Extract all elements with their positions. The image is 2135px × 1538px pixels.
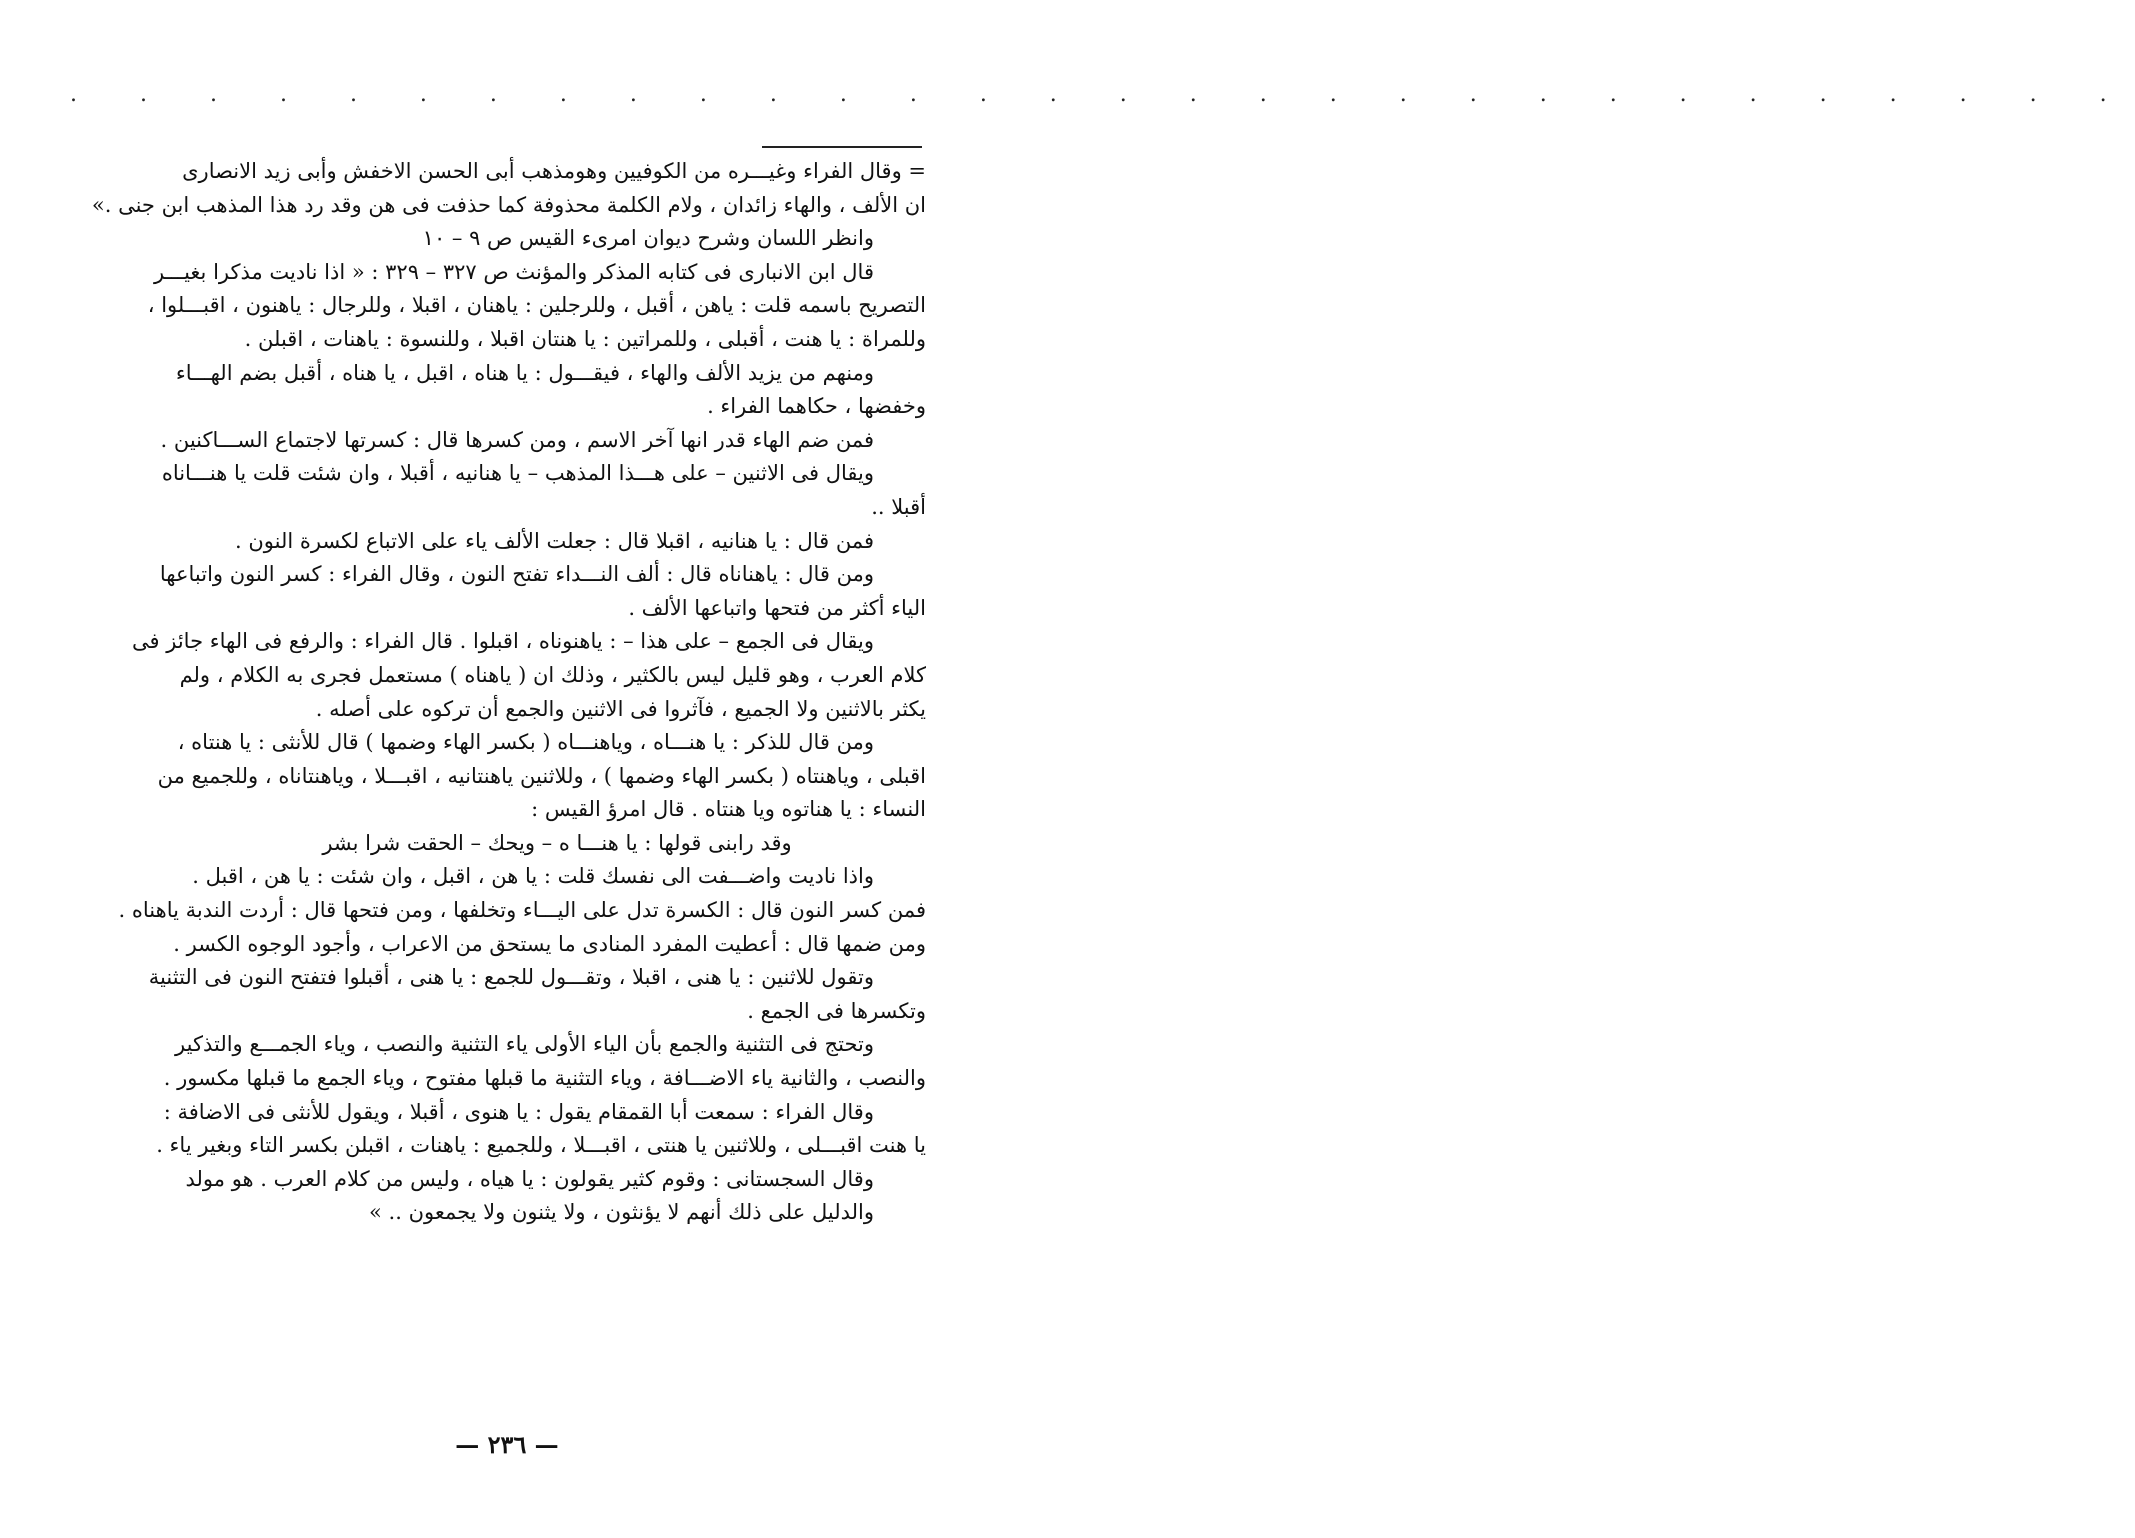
footnote-separator-rule (762, 146, 922, 148)
text-line: ان الألف ، والهاء زائدان ، ولام الكلمة محذوفة كما حذفت فى هن وقد رد هذا المذهب ابن جنى .» (91, 192, 926, 217)
text-line: والنصب ، والثانية ياء الاضـــافة ، وياء التثنية ما قبلها مفتوح ، وياء الجمع ما قبلها مكسور . (163, 1066, 926, 1091)
text-line: ويقال فى الجمع – على هذا – : ياهنوناه ، اقبلوا . قال الفراء : والرفع فى الهاء جائز فى (132, 629, 874, 654)
text-line: وخفضها ، حكاهما الفراء . (707, 394, 926, 419)
text-line: النساء : يا هناتوه ويا هنتاه . قال امرؤ القيس : (531, 797, 926, 822)
text-line: يكثر بالاثنين ولا الجميع ، فآثروا فى الاثنين والجمع أن تركوه على أصله . (315, 696, 926, 721)
poetry-verse: وقد رابنى قولها : يا هنـــا ه – ويحك – الحقت شرا بشر (322, 830, 792, 855)
text-line: فمن قال : يا هنانيه ، اقبلا قال : جعلت الألف ياء على الاتباع لكسرة النون . (234, 528, 874, 553)
text-line: أقبلا .. (871, 494, 926, 519)
text-line: وتكسرها فى الجمع . (747, 998, 926, 1023)
text-line: قال ابن الانبارى فى كتابه المذكر والمؤنث ص ٣٢٧ – ٣٢٩ : « اذا ناديت مذكرا بغيـــر (154, 259, 874, 284)
text-line: اقبلى ، وياهنتاه ( بكسر الهاء وضمها ) ، وللاثنين ياهنتانيه ، اقبـــلا ، وياهنتاناه ، وللجميع من (157, 763, 926, 788)
text-line: كلام العرب ، وهو قليل ليس بالكثير ، وذلك ان ( ياهناه ) مستعمل فجرى به الكلام ، ولم (179, 662, 926, 687)
text-line: ويقال فى الاثنين – على هـــذا المذهب – يا هنانيه ، أقبلا ، وان شئت قلت يا هنـــاناه (161, 461, 874, 486)
text-line: = وقال الفراء وغيـــره من الكوفيين وهومذهب أبى الحسن الاخفش وأبى زيد الانصارى (182, 159, 926, 183)
text-line: وتقول للاثنين : يا هنى ، اقبلا ، وتقـــول للجمع : يا هنى ، أقبلوا فتفتح النون فى التثنية (148, 965, 874, 990)
text-line: ومنهم من يزيد الألف والهاء ، فيقـــول : يا هناه ، اقبل ، يا هناه ، أقبل بضم الهـــاء (175, 360, 874, 385)
top-dotted-line: . . . . . . . . . . . . . . . . . . . . . . . . . . . . . . (70, 82, 2135, 107)
text-line: التصريح باسمه قلت : ياهن ، أقبل ، وللرجلين : ياهنان ، اقبلا ، وللرجال : ياهنون ، اقبـــلوا ، (147, 293, 926, 318)
text-line: وللمراة : يا هنت ، أقبلى ، وللمراتين : يا هنتان اقبلا ، وللنسوة : ياهنات ، اقبلن . (244, 326, 926, 351)
text-line: وقال الفراء : سمعت أبا القمقام يقول : يا هنوى ، أقبلا ، ويقول للأنثى فى الاضافة : (163, 1099, 874, 1124)
text-line: ومن قال : ياهناناه قال : ألف النـــداء تفتح النون ، وقال الفراء : كسر النون واتباعها (159, 562, 874, 587)
text-line: وقال السجستانى : وقوم كثير يقولون : يا هياه ، وليس من كلام العرب . هو مولد (185, 1166, 874, 1191)
text-line: فمن ضم الهاء قدر انها آخر الاسم ، ومن كسرها قال : كسرتها لاجتماع الســـاكنين . (160, 427, 874, 452)
text-line: ومن ضمها قال : أعطيت المفرد المنادى ما يستحق من الاعراب ، وأجود الوجوه الكسر . (173, 931, 926, 956)
text-line: والدليل على ذلك أنهم لا يؤنثون ، ولا يثنون ولا يجمعون .. » (369, 1200, 874, 1225)
text-line: الياء أكثر من فتحها واتباعها الألف . (628, 595, 926, 620)
text-line: ومن قال للذكر : يا هنـــاه ، وياهنـــاه ( بكسر الهاء وضمها ) قال للأنثى : يا هنتاه ، (177, 730, 874, 755)
text-line: وانظر اللسان وشرح ديوان امرىء القيس ص ٩ – ١٠ (422, 226, 874, 251)
text-line: واذا ناديت واضـــفت الى نفسك قلت : يا هن ، اقبل ، وان شئت : يا هن ، اقبل . (192, 864, 874, 889)
text-line: فمن كسر النون قال : الكسرة تدل على اليـــاء وتخلفها ، ومن فتحها قال : أردت الندبة ياهناه . (118, 898, 926, 923)
text-line: يا هنت اقبـــلى ، وللاثنين يا هنتى ، اقبـــلا ، وللجميع : ياهنات ، اقبلن بكسر التاء وبغير ياء . (156, 1133, 926, 1158)
page-number: — ٢٣٦ — (455, 1430, 559, 1459)
footnote-body (38, 155, 926, 1230)
text-line: وتحتج فى التثنية والجمع بأن الياء الأولى ياء التثنية والنصب ، وياء الجمـــع والتذكير (175, 1032, 874, 1057)
